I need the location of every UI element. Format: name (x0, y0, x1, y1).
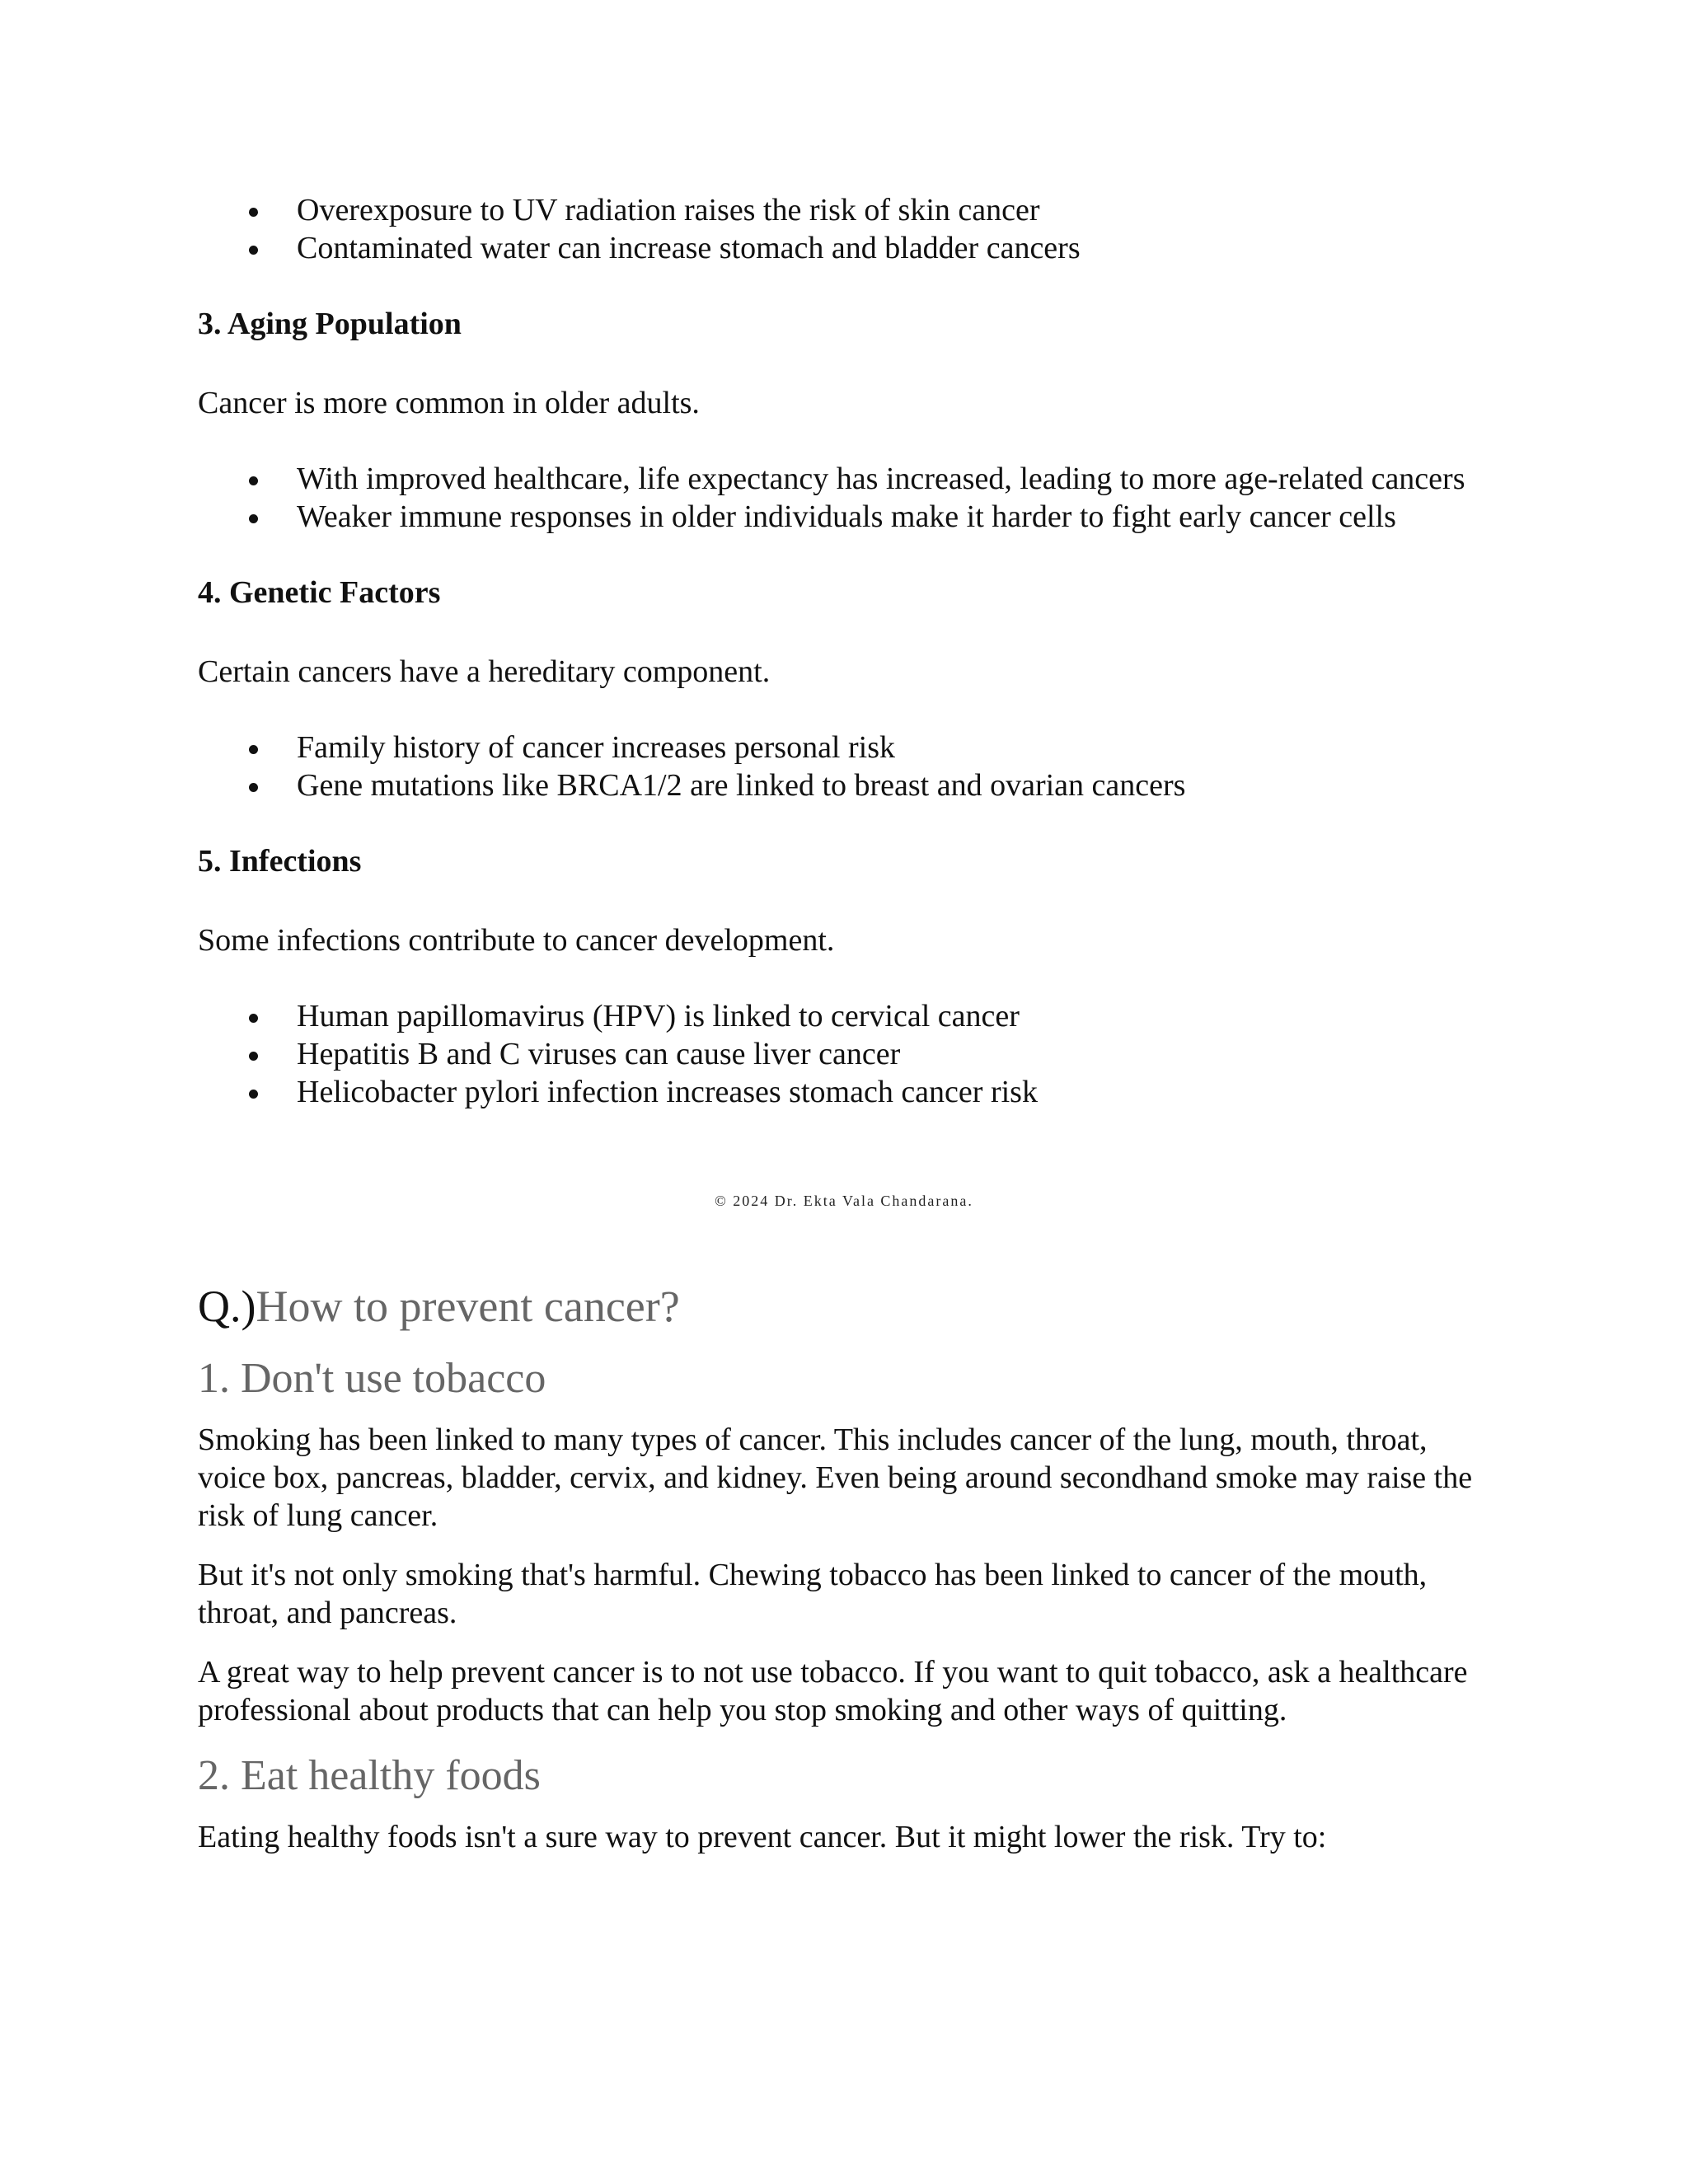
list-item: Contaminated water can increase stomach and bladder cancers (297, 229, 1484, 267)
list-item: Gene mutations like BRCA1/2 are linked to breast and ovarian cancers (297, 766, 1484, 804)
question-text: How to prevent cancer? (256, 1282, 680, 1331)
environmental-bullet-list (198, 191, 1484, 267)
list-item: Hepatitis B and C viruses can cause liver cancer (297, 1035, 1484, 1073)
list-item: With improved healthcare, life expectancy has increased, leading to more age-related cancers (297, 460, 1484, 498)
healthy-foods-heading: 2. Eat healthy foods (198, 1752, 541, 1799)
genetic-bullet-list (198, 729, 1484, 804)
question-prefix: Q.) (198, 1282, 256, 1331)
aging-bullet-list (198, 460, 1484, 536)
aging-heading: 3. Aging Population (198, 307, 462, 341)
list-item: Helicobacter pylori infection increases stomach cancer risk (297, 1073, 1484, 1111)
infections-intro: Some infections contribute to cancer development. (198, 923, 835, 958)
risk-factors-section (198, 191, 1484, 1111)
prevention-section (198, 1277, 1484, 1856)
healthy-foods-intro: Eating healthy foods isn't a sure way to prevent cancer. But it might lower the risk. Try to: (198, 1820, 1327, 1854)
list-item: Overexposure to UV radiation raises the risk of skin cancer (297, 191, 1484, 229)
tobacco-heading: 1. Don't use tobacco (198, 1355, 546, 1402)
tobacco-paragraph: But it's not only smoking that's harmful. Chewing tobacco has been linked to cancer of the mouth, throat, and pancreas. (198, 1558, 1428, 1630)
aging-intro: Cancer is more common in older adults. (198, 386, 700, 420)
list-item: Human papillomavirus (HPV) is linked to cervical cancer (297, 997, 1484, 1035)
copyright-footer: © 2024 Dr. Ekta Vala Chandarana. (715, 1193, 973, 1209)
genetic-heading: 4. Genetic Factors (198, 575, 441, 610)
tobacco-paragraph: Smoking has been linked to many types of cancer. This includes cancer of the lung, mouth, throat, voice box, pancreas, bladder, cervix, and kidney. Even being around secondhand smoke may raise the risk of lung cancer. (198, 1422, 1473, 1533)
list-item: Weaker immune responses in older individuals make it harder to fight early cancer cells (297, 498, 1484, 536)
genetic-intro: Certain cancers have a hereditary component. (198, 654, 771, 689)
infections-heading: 5. Infections (198, 844, 362, 879)
infections-bullet-list (198, 997, 1484, 1111)
tobacco-paragraph: A great way to help prevent cancer is to not use tobacco. If you want to quit tobacco, ask a healthcare professional about products that can help you stop smoking and other ways of quitting. (198, 1655, 1468, 1727)
list-item: Family history of cancer increases personal risk (297, 729, 1484, 766)
question-title (198, 1277, 1484, 1335)
